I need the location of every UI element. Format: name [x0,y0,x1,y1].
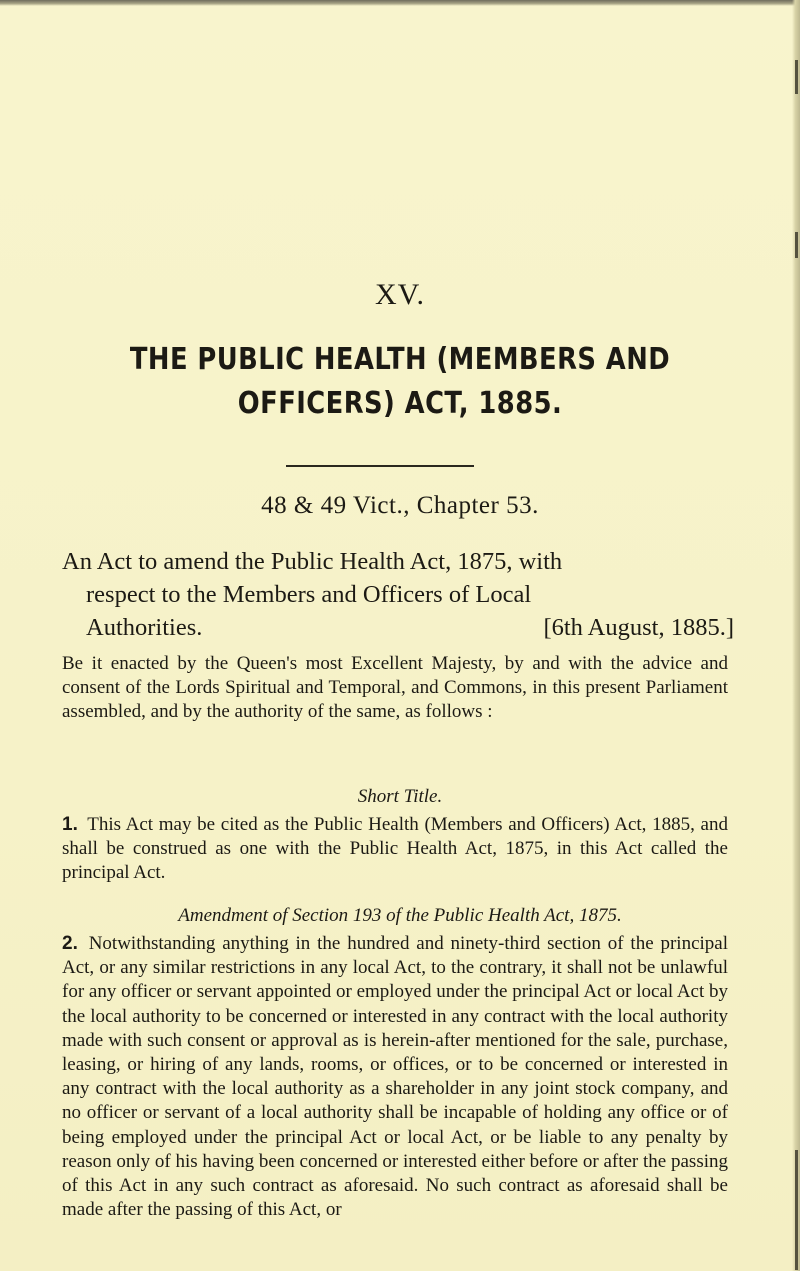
section-text: Notwithstanding anything in the hundred and ninety-third section of the principal Act, or any similar restrictions in any local Act, to the contrary, it shall not be unlawful for any officer or servant appointed or employed under the principal Act or local Act by the local authority to be concerned or interested in any contract with the local authority made with such consent or approval as is herein-after mentioned for the sale, purchase, leasing, or hiring of any lands, rooms, or offices, or to be concerned or interested in any contract with the local authority as a shareholder in any joint stock company, and no officer or servant of a local authority shall be incapable of holding any office or of being employed under the principal Act or local Act, or be liable to any penalty by reason only of his having been concerned or interested either before or after the passing of this Act in any such contract as aforesaid. No such contract as aforesaid shall be made after the passing of this Act, or [62,933,729,1221]
act-title [56,338,744,426]
section-text: This Act may be cited as the Public Health (Members and Officers) Act, 1885, and shall be construed as one with the Public Health Act, 1875, in this Act called the principal Act. [62,814,728,884]
long-title-line: respect to the Members and Officers of Local [86,581,532,608]
page-right-edge [792,0,800,1271]
section-number: 1. [62,814,78,835]
long-title-line: An Act to amend the Public Health Act, 1875, with [62,548,563,575]
long-title [62,545,734,644]
section-number: 2. [62,933,78,954]
section-2 [62,932,728,1222]
section-heading: Amendment of Section 193 of the Public Health Act, 1875. [178,905,622,926]
act-title-line: THE PUBLIC HEALTH (MEMBERS AND [129,342,671,377]
long-title-date-line [62,611,734,644]
page-edge-mark [795,1150,798,1270]
enacting-formula: Be it enacted by the Queen's most Excellent Majesty, by and with the advice and consent of the Lords Spiritual and Temporal, and Commons, in this present Parliament assembled, and by the authority of the same, as follows : [62,653,728,723]
chapter-number: XV. [375,278,425,311]
section-1 [62,813,728,886]
page-top-edge [0,0,800,6]
long-title-line: Authorities. [86,614,203,641]
title-rule [286,465,474,467]
act-title-line: OFFICERS) ACT, 1885. [237,386,563,421]
page-edge-mark [795,60,798,94]
page-edge-mark [795,232,798,258]
assent-date: [6th August, 1885.] [543,614,734,641]
regnal-citation: 48 & 49 Vict., Chapter 53. [261,492,539,519]
section-heading: Short Title. [357,786,443,807]
